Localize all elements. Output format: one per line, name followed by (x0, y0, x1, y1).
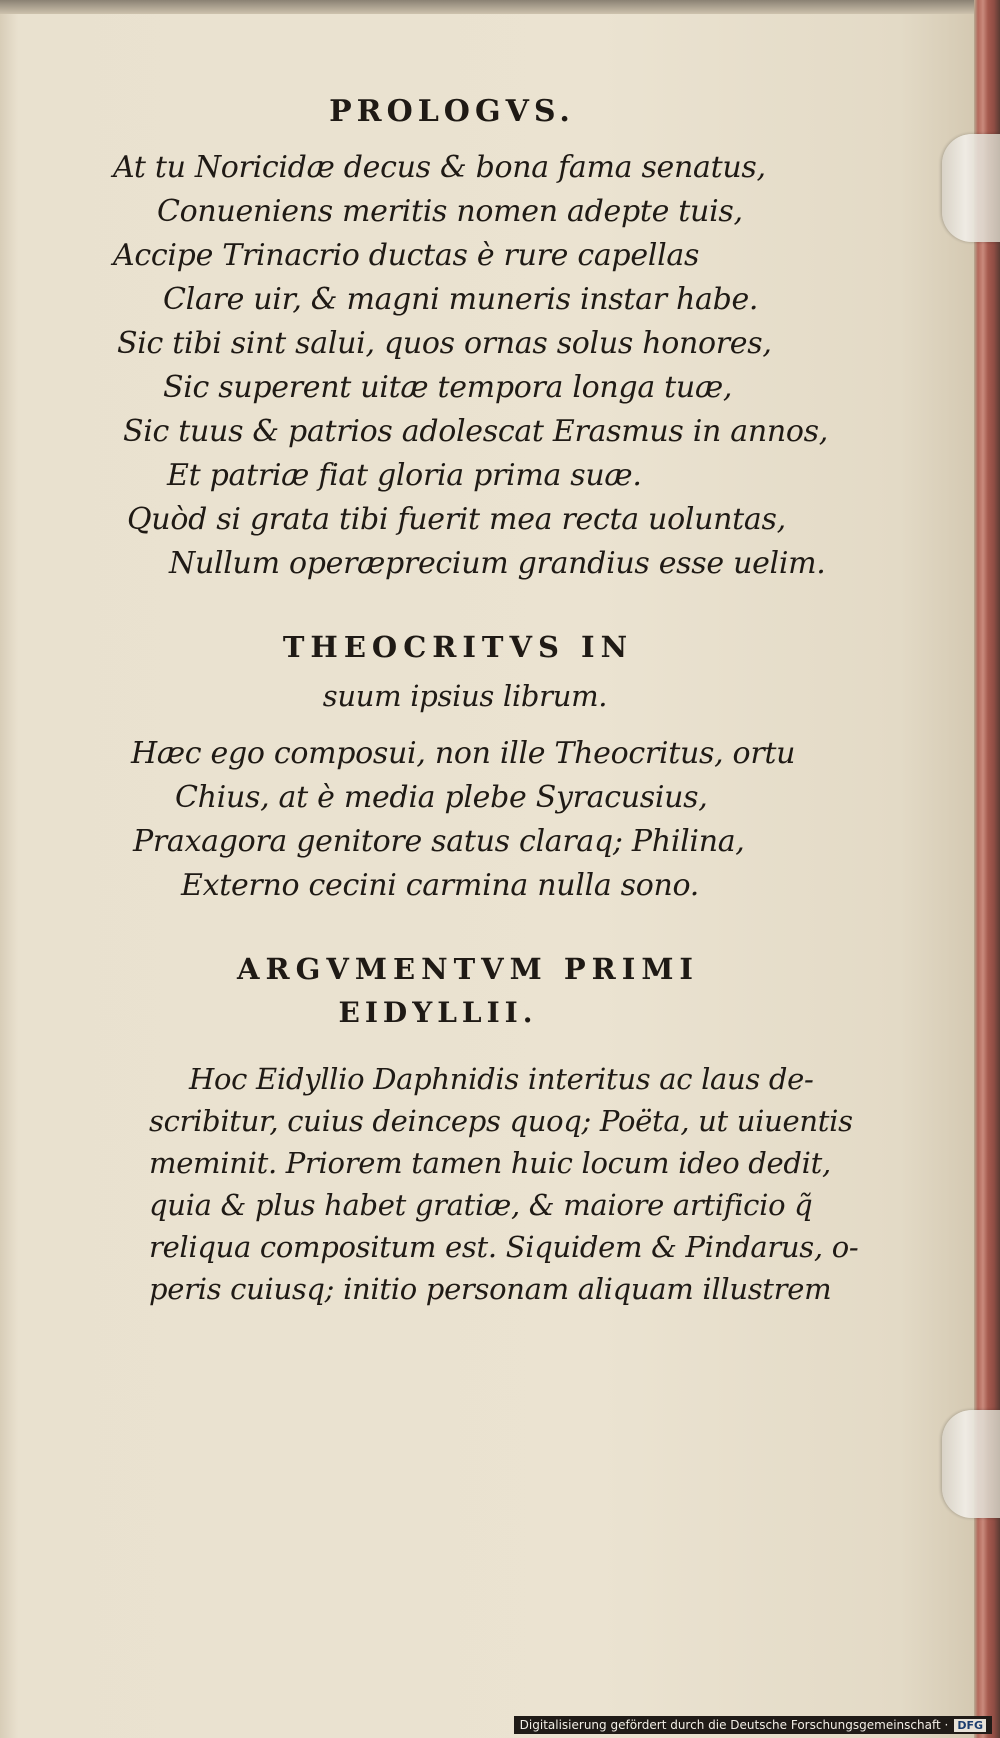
verse-line: Hæc ego composui, non ille Theocritus, ortu (131, 736, 796, 771)
prose-line: scribitur, cuius deinceps quoq; Poëta, ut uiuentis (149, 1104, 853, 1138)
verse-line: Quòd si grata tibi fuerit mea recta uoluntas, (127, 502, 786, 537)
prose-line: peris cuiusq; initio personam aliquam illustrem (149, 1272, 832, 1306)
verse-line: At tu Noricidæ decus & bona fama senatus, (113, 150, 766, 185)
digitization-credit (514, 1716, 992, 1734)
verse-line: Clare uir, & magni muneris instar habe. (163, 282, 759, 317)
prose-line: Hoc Eidyllio Daphnidis interitus ac laus de- (189, 1062, 814, 1096)
verse-line: Praxagora genitore satus claraq; Philina, (133, 824, 745, 859)
digitization-credit-text: Digitalisierung gefördert durch die Deutsche Forschungsgemeinschaft · (519, 1718, 949, 1732)
verse-line: Externo cecini carmina nulla sono. (181, 868, 700, 903)
prose-line: meminit. Priorem tamen huic locum ideo dedit, (149, 1146, 831, 1180)
dfg-logo: DFG (954, 1719, 986, 1732)
verse-line: Accipe Trinacrio ductas è rure capellas (113, 238, 700, 273)
theocritus-subheading: suum ipsius librum. (322, 679, 608, 713)
prologue-heading: PROLOGVS. (329, 94, 575, 129)
verse-line: Sic tibi sint salui, quos ornas solus honores, (117, 326, 772, 361)
verse-line: Chius, at è media plebe Syracusius, (175, 780, 708, 815)
verse-line: Conueniens meritis nomen adepte tuis, (157, 194, 743, 229)
theocritus-heading: THEOCRITVS IN (282, 630, 634, 664)
prose-line: reliqua compositum est. Siquidem & Pindarus, o- (149, 1230, 859, 1264)
prose-line: quia & plus habet gratiæ, & maiore artificio q̃ (149, 1188, 813, 1222)
verse-line: Sic tuus & patrios adolescat Erasmus in annos, (123, 414, 828, 449)
argument-heading-line1: ARGVMENTVM PRIMI (237, 952, 699, 986)
argument-heading-line2: EIDYLLII. (338, 996, 538, 1029)
page-clip-bottom (942, 1410, 1000, 1518)
top-shadow (0, 0, 1000, 14)
verse-line: Sic superent uitæ tempora longa tuæ, (163, 370, 733, 405)
verse-line: Nullum operæprecium grandius esse uelim. (169, 546, 826, 581)
verse-line: Et patriæ fiat gloria prima suæ. (167, 458, 642, 493)
